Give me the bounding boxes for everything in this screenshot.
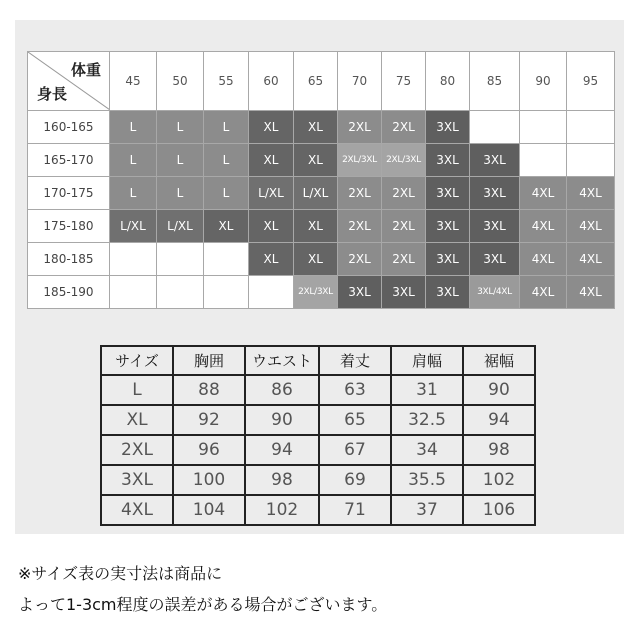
- empty-cell: [157, 243, 204, 276]
- size-table-cell: 98: [245, 465, 319, 495]
- size-table-cell: 88: [173, 375, 245, 405]
- size-cell: XL: [249, 144, 294, 177]
- weight-header-cell: 75: [382, 52, 426, 111]
- size-cell: 3XL: [382, 276, 426, 309]
- grid-row: [28, 144, 615, 177]
- grid-row: [28, 210, 615, 243]
- size-cell: 4XL: [520, 210, 567, 243]
- size-table-cell: 98: [463, 435, 535, 465]
- size-table-header: [101, 346, 535, 375]
- size-cell: XL: [204, 210, 249, 243]
- weight-axis-label: 体重: [70, 61, 101, 79]
- weight-header-cell: 60: [249, 52, 294, 111]
- size-cell: 2XL/3XL: [294, 276, 338, 309]
- size-cell: 3XL: [426, 243, 470, 276]
- height-range-cell: 180-185: [28, 243, 110, 276]
- size-cell: 2XL: [382, 243, 426, 276]
- weight-height-size-grid: [27, 51, 615, 309]
- size-table-cell: 100: [173, 465, 245, 495]
- grid-row: [28, 177, 615, 210]
- note-line-1: ※サイズ表の実寸法は商品に: [18, 564, 223, 583]
- weight-header-cell: 95: [567, 52, 615, 111]
- size-cell: 4XL: [520, 276, 567, 309]
- size-cell: 4XL: [567, 210, 615, 243]
- size-cell: L: [157, 177, 204, 210]
- empty-cell: [204, 276, 249, 309]
- note-line-2: よって1-3cm程度の誤差がある場合がございます。: [18, 595, 388, 614]
- grid-row: [28, 111, 615, 144]
- size-cell: L/XL: [157, 210, 204, 243]
- height-range-cell: 185-190: [28, 276, 110, 309]
- grid-header-row: [28, 52, 615, 111]
- empty-cell: [204, 243, 249, 276]
- size-cell: L: [110, 111, 157, 144]
- empty-cell: [567, 144, 615, 177]
- size-cell: L: [110, 177, 157, 210]
- size-cell: 3XL: [470, 243, 520, 276]
- size-cell: L: [204, 111, 249, 144]
- size-table-cell: 69: [319, 465, 391, 495]
- size-measurement-table: [100, 345, 536, 526]
- size-table-cell: 96: [173, 435, 245, 465]
- size-cell: 4XL: [567, 276, 615, 309]
- size-table-cell: 104: [173, 495, 245, 525]
- size-table-cell: 106: [463, 495, 535, 525]
- height-axis-label: 身長: [37, 85, 68, 103]
- size-table-row: [101, 405, 535, 435]
- size-table-cell: 31: [391, 375, 463, 405]
- size-cell: 3XL/4XL: [470, 276, 520, 309]
- size-cell: 2XL: [338, 210, 382, 243]
- size-table-cell: 35.5: [391, 465, 463, 495]
- size-cell: 4XL: [520, 177, 567, 210]
- weight-header-cell: 55: [204, 52, 249, 111]
- size-table-cell: 92: [173, 405, 245, 435]
- height-range-cell: 160-165: [28, 111, 110, 144]
- size-cell: L/XL: [249, 177, 294, 210]
- size-cell: 2XL: [382, 111, 426, 144]
- weight-header-cell: 50: [157, 52, 204, 111]
- empty-cell: [110, 276, 157, 309]
- size-table-cell: XL: [101, 405, 173, 435]
- size-table-row: [101, 375, 535, 405]
- size-cell: 2XL: [338, 243, 382, 276]
- size-cell: 2XL/3XL: [382, 144, 426, 177]
- height-range-cell: 175-180: [28, 210, 110, 243]
- empty-cell: [470, 111, 520, 144]
- size-cell: 2XL/3XL: [338, 144, 382, 177]
- empty-cell: [157, 276, 204, 309]
- size-cell: 4XL: [567, 243, 615, 276]
- size-table-header-cell: 着丈: [319, 346, 391, 375]
- size-cell: 2XL: [338, 177, 382, 210]
- size-table-cell: 71: [319, 495, 391, 525]
- height-range-cell: 170-175: [28, 177, 110, 210]
- size-cell: L/XL: [294, 177, 338, 210]
- size-table-cell: 63: [319, 375, 391, 405]
- size-cell: XL: [294, 210, 338, 243]
- size-cell: 3XL: [338, 276, 382, 309]
- size-cell: XL: [294, 111, 338, 144]
- weight-header-cell: 65: [294, 52, 338, 111]
- weight-header-cell: 45: [110, 52, 157, 111]
- empty-cell: [110, 243, 157, 276]
- empty-cell: [520, 111, 567, 144]
- size-table-cell: 32.5: [391, 405, 463, 435]
- size-cell: XL: [249, 243, 294, 276]
- size-cell: 3XL: [470, 144, 520, 177]
- weight-header-cell: 90: [520, 52, 567, 111]
- size-table-cell: 90: [463, 375, 535, 405]
- empty-cell: [249, 276, 294, 309]
- size-table-cell: 94: [245, 435, 319, 465]
- size-table-row: [101, 465, 535, 495]
- size-table-cell: 65: [319, 405, 391, 435]
- size-cell: XL: [249, 111, 294, 144]
- size-cell: XL: [249, 210, 294, 243]
- size-table-row: [101, 495, 535, 525]
- size-cell: 2XL: [382, 177, 426, 210]
- size-table-cell: 4XL: [101, 495, 173, 525]
- size-cell: 3XL: [426, 276, 470, 309]
- size-table-cell: 2XL: [101, 435, 173, 465]
- size-cell: 4XL: [520, 243, 567, 276]
- size-cell: L: [157, 111, 204, 144]
- size-table-cell: L: [101, 375, 173, 405]
- empty-cell: [567, 111, 615, 144]
- size-cell: 3XL: [470, 177, 520, 210]
- size-cell: XL: [294, 243, 338, 276]
- size-cell: L: [204, 177, 249, 210]
- size-cell: 3XL: [426, 111, 470, 144]
- size-cell: L/XL: [110, 210, 157, 243]
- grid-row: [28, 276, 615, 309]
- size-table-header-cell: ウエスト: [245, 346, 319, 375]
- size-cell: 4XL: [567, 177, 615, 210]
- size-table-cell: 94: [463, 405, 535, 435]
- size-table-header-cell: 胸囲: [173, 346, 245, 375]
- size-table-row: [101, 435, 535, 465]
- size-table-cell: 86: [245, 375, 319, 405]
- size-table-cell: 37: [391, 495, 463, 525]
- size-cell: XL: [294, 144, 338, 177]
- size-cell: L: [157, 144, 204, 177]
- size-cell: L: [204, 144, 249, 177]
- size-table-cell: 102: [463, 465, 535, 495]
- size-cell: 3XL: [470, 210, 520, 243]
- size-table-header-cell: サイズ: [101, 346, 173, 375]
- size-table-header-cell: 裾幅: [463, 346, 535, 375]
- weight-header-cell: 70: [338, 52, 382, 111]
- size-table-cell: 3XL: [101, 465, 173, 495]
- size-table-cell: 34: [391, 435, 463, 465]
- height-range-cell: 165-170: [28, 144, 110, 177]
- size-cell: 2XL: [338, 111, 382, 144]
- size-cell: 3XL: [426, 144, 470, 177]
- size-table-cell: 67: [319, 435, 391, 465]
- grid-row: [28, 243, 615, 276]
- size-table-cell: 90: [245, 405, 319, 435]
- size-table-cell: 102: [245, 495, 319, 525]
- size-cell: 3XL: [426, 210, 470, 243]
- size-cell: 2XL: [382, 210, 426, 243]
- size-cell: L: [110, 144, 157, 177]
- empty-cell: [520, 144, 567, 177]
- size-cell: 3XL: [426, 177, 470, 210]
- weight-header-cell: 85: [470, 52, 520, 111]
- size-table-header-cell: 肩幅: [391, 346, 463, 375]
- grid-corner-cell: [28, 52, 110, 111]
- weight-header-cell: 80: [426, 52, 470, 111]
- size-note: [18, 558, 387, 620]
